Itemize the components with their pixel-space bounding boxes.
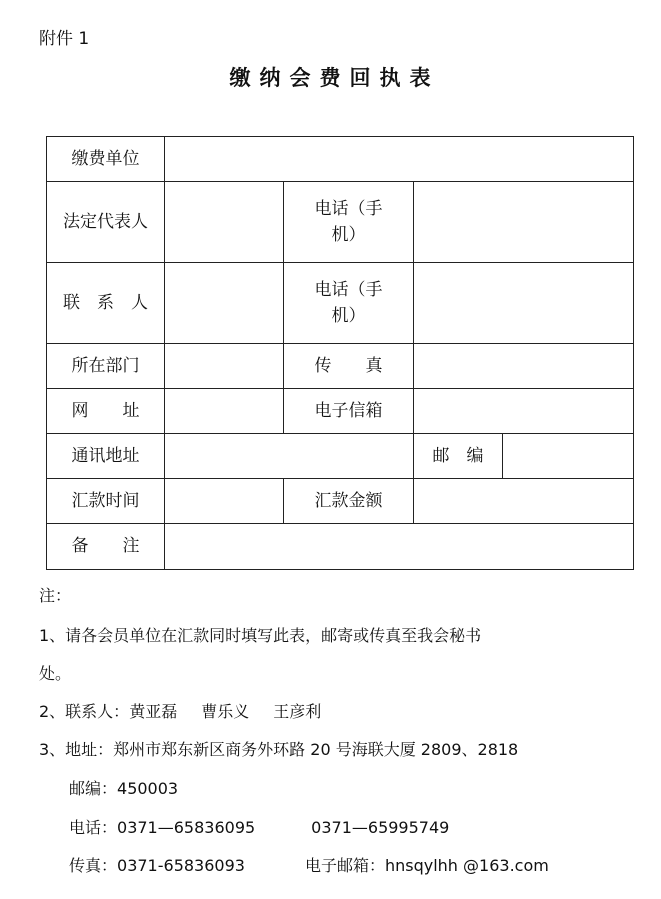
- contact-name: 曹乐义: [201, 702, 250, 721]
- postcode-label: 邮 编: [414, 434, 503, 479]
- notes-heading: 注：: [39, 586, 72, 605]
- department-label: 所在部门: [47, 344, 165, 389]
- fax-input-cell[interactable]: [414, 344, 634, 389]
- fax-label: 传 真: [284, 344, 414, 389]
- note-item-1-cont: 处。: [39, 664, 72, 683]
- legal-rep-phone-label: 电话（手 机）: [284, 182, 414, 263]
- remarks-input-cell[interactable]: [165, 524, 634, 570]
- page-title: 缴纳会费回执表: [229, 66, 440, 90]
- email-address: hnsqylhh @163.com: [384, 856, 549, 875]
- note-item-2: 2、联系人：黄亚磊 曹乐义 王彦利: [39, 702, 322, 721]
- contact-name: 黄亚磊: [129, 702, 178, 721]
- address-input-cell[interactable]: [165, 434, 414, 479]
- contact-input-cell[interactable]: [165, 263, 284, 344]
- remit-time-label: 汇款时间: [47, 479, 165, 524]
- website-label: 网 址: [47, 389, 165, 434]
- address-label: 通讯地址: [47, 434, 165, 479]
- postcode-input-cell[interactable]: [503, 434, 634, 479]
- attachment-label: 附件 1: [39, 29, 90, 49]
- contact-phone-label: 电话（手 机）: [284, 263, 414, 344]
- website-input-cell[interactable]: [165, 389, 284, 434]
- contact-label: 联 系 人: [47, 263, 165, 344]
- remit-amount-input-cell[interactable]: [414, 479, 634, 524]
- remit-time-input-cell[interactable]: [165, 479, 284, 524]
- contact-name: 王彦利: [273, 702, 322, 721]
- note-fax-email: 传真：0371-65836093 电子邮箱：hnsqylhh @163.com: [69, 856, 549, 875]
- legal-rep-input-cell[interactable]: [165, 182, 284, 263]
- note-item-1: 1、请各会员单位在汇款同时填写此表，邮寄或传真至我会秘书: [39, 626, 482, 645]
- contact-phone-input-cell[interactable]: [414, 263, 634, 344]
- note-postcode: 邮编：450003: [69, 779, 179, 798]
- note-item-3: 3、地址：郑州市郑东新区商务外环路 20 号海联大厦 2809、2818: [39, 740, 519, 759]
- email-label: 电子信箱: [284, 389, 414, 434]
- receipt-form-table: [46, 136, 634, 570]
- email-input-cell[interactable]: [414, 389, 634, 434]
- payer-label: 缴费单位: [47, 137, 165, 182]
- legal-rep-phone-input-cell[interactable]: [414, 182, 634, 263]
- remarks-label: 备 注: [47, 524, 165, 570]
- department-input-cell[interactable]: [165, 344, 284, 389]
- note-phone: 电话：0371—65836095 0371—65995749: [69, 818, 450, 837]
- legal-rep-label: 法定代表人: [47, 182, 165, 263]
- payer-input-cell[interactable]: [165, 137, 634, 182]
- remit-amount-label: 汇款金额: [284, 479, 414, 524]
